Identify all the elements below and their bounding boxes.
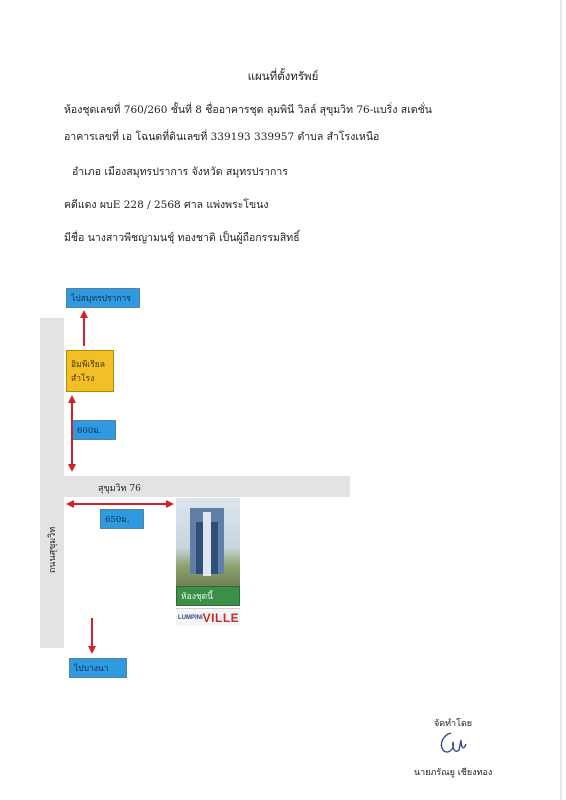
document-title: แผนที่ตั้งทรัพย์ bbox=[247, 69, 319, 83]
line-owner: มีชื่อ นางสาวพีชญามนชุ์ ทองชาติ เป็นผู้ถือกรรมสิทธิ์ bbox=[64, 232, 300, 244]
distance-horizontal-box: 650ม. bbox=[100, 509, 144, 529]
road-vertical bbox=[40, 318, 64, 648]
road-vertical-label: ถนนสุขุมวิท bbox=[48, 526, 58, 574]
prepared-by-label: จัดทำโดย bbox=[434, 719, 473, 729]
destination-bottom-box: ไปบางนา bbox=[69, 658, 127, 678]
destination-top-box: ไปสมุทรปราการ bbox=[66, 288, 140, 308]
line-unit-info: ห้องชุดเลขที่ 760/260 ชั้นที่ 8 ชื่ออาคารชุด ลุมพินี วิลล์ สุขุมวิท 76-แบริ่ง สเตชั่น bbox=[64, 104, 432, 116]
building-photo bbox=[176, 498, 240, 588]
preparer-name: นายภรัณยู เชียงทอง bbox=[414, 768, 493, 778]
lumpini-ville-logo bbox=[176, 608, 240, 626]
logo-small-text: LUMPINI bbox=[178, 614, 203, 621]
line-building-deed: อาคารเลขที่ เอ โฉนดที่ดินเลขที่ 339193 339957 ตำบล สำโรงเหนือ bbox=[64, 131, 380, 143]
logo-big-text: VILLE bbox=[202, 610, 240, 625]
landmark-line-1: อิมพีเรียล bbox=[71, 360, 105, 370]
building-tower bbox=[190, 508, 224, 574]
road-horizontal-label: สุขุมวิท 76 bbox=[98, 484, 141, 494]
page-edge-shadow bbox=[560, 0, 562, 800]
line-district-province: อำเภอ เมืองสมุทรปราการ จังหวัด สมุทรปราการ bbox=[72, 166, 288, 178]
landmark-box bbox=[66, 350, 114, 392]
distance-vertical-box: 600ม. bbox=[72, 420, 116, 440]
property-label-box: ห้องชุดนี้ bbox=[176, 586, 240, 606]
signature-mark bbox=[437, 730, 467, 756]
landmark-line-2: สำโรง bbox=[71, 374, 95, 384]
line-case-court: คดีแดง ผบE 228 / 2568 ศาล แพ่งพระโขนง bbox=[64, 199, 269, 211]
